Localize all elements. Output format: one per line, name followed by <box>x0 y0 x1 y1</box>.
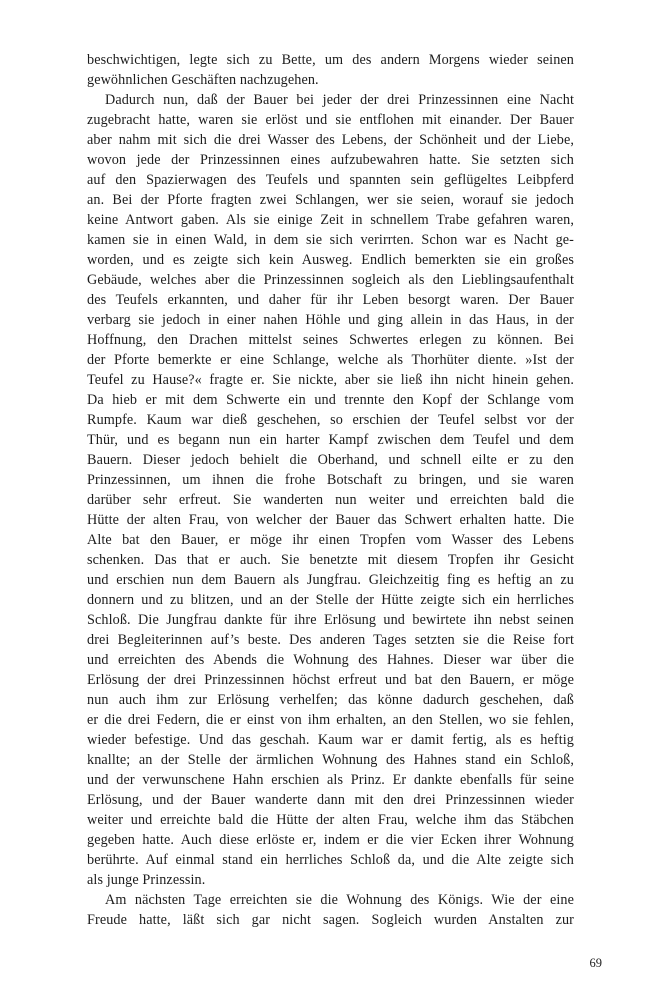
text-line: berührte. Auf einmal stand ein herrliches Schloß da, und die Alte zeigte sich <box>87 852 574 868</box>
text-line: Erlösung der drei Prinzessinnen höchst erfreut und bat den Bauern, er möge <box>87 672 574 688</box>
text-line: Schloß. Die Jungfrau dankte für ihre Erlösung und bewirtete ihn nebst seinen <box>87 612 574 628</box>
text-line: keine Antwort gaben. Als sie einige Zeit in schnellem Trabe gefahren waren, <box>87 212 574 228</box>
page-text <box>87 50 574 930</box>
text-line: gegeben hatte. Auch diese erlöste er, indem er die vier Ecken ihrer Wohnung <box>87 832 574 848</box>
text-line: worden, und es zeigte sich kein Ausweg. Endlich bemerkten sie ein großes <box>87 252 574 268</box>
text-line: Am nächsten Tage erreichten sie die Wohnung des Königs. Wie der eine <box>105 892 574 908</box>
text-line: Dadurch nun, daß der Bauer bei jeder der drei Prinzessinnen eine Nacht <box>105 92 574 108</box>
text-line: verbarg sie jedoch in einer nahen Höhle und ging allein in das Haus, in der <box>87 312 574 328</box>
text-line: donnern und zu blitzen, und an der Stelle der Hütte zeigte sich ein herrliches <box>87 592 574 608</box>
text-line: zugebracht hatte, waren sie erlöst und sie entflohen mit einander. Der Bauer <box>87 112 574 128</box>
text-line: Prinzessinnen, um ihnen die frohe Botschaft zu bringen, und sie waren <box>87 472 574 488</box>
text-line: und erschien nun dem Bauern als Jungfrau. Gleichzeitig fing es heftig an zu <box>87 572 574 588</box>
text-line: Thür, und es begann nun ein harter Kampf zwischen dem Teufel und dem <box>87 432 574 448</box>
text-line: Da hieb er mit dem Schwerte ein und trennte den Kopf der Schlange vom <box>87 392 574 408</box>
text-line: Teufel zu Hause?« fragte er. Sie nickte, aber sie ließ ihn nicht hinein gehen. <box>87 372 574 388</box>
text-line: nun auch ihm zur Erlösung verhelfen; das könne dadurch geschehen, daß <box>87 692 574 708</box>
text-line: schenken. Das that er auch. Sie benetzte mit diesem Tropfen ihr Gesicht <box>87 552 574 568</box>
text-line: an. Bei der Pforte fragten zwei Schlangen, wer sie seien, worauf sie jedoch <box>87 192 574 208</box>
text-line: Hoffnung, den Drachen mittelst seines Schwertes erlegen zu können. Bei <box>87 332 574 348</box>
text-line: aber nahm mit sich die drei Wasser des Lebens, der Schönheit und der Liebe, <box>87 132 574 148</box>
text-line: gewöhnlichen Geschäften nachzugehen. <box>87 72 319 88</box>
text-line: Hütte der alten Frau, von welcher der Bauer das Schwert erhalten hatte. Die <box>87 512 574 528</box>
page-number-value: 69 <box>589 956 602 970</box>
text-line: Gebäude, welches aber die Prinzessinnen sogleich als den Lieblingsaufenthalt <box>87 272 574 288</box>
text-line: und der verwunschene Hahn erschien als Prinz. Er dankte ebenfalls für seine <box>87 772 574 788</box>
text-line: Freude hatte, läßt sich gar nicht sagen. Sogleich wurden Anstalten zur <box>87 912 574 928</box>
text-line: Rumpfe. Kaum war dieß geschehen, so erschien der Teufel selbst vor der <box>87 412 574 428</box>
text-line: Alte bat den Bauer, er möge ihr einen Tropfen vom Wasser des Lebens <box>87 532 574 548</box>
text-line: kamen sie in einen Wald, in dem sie sich verirrten. Schon war es Nacht ge- <box>87 232 574 248</box>
text-line: wieder befestige. Und das geschah. Kaum war er damit fertig, als es heftig <box>87 732 574 748</box>
text-line: und erreichten des Abends die Wohnung des Hahnes. Dieser war über die <box>87 652 574 668</box>
text-line: wovon jede der Prinzessinnen eines aufzubewahren hatte. Sie setzten sich <box>87 152 574 168</box>
text-line: drei Begleiterinnen auf’s beste. Des anderen Tages setzten sie die Reise fort <box>87 632 574 648</box>
text-line: darüber sehr erfreut. Sie wanderten nun weiter und erreichten bald die <box>87 492 574 508</box>
text-line: des Teufels erkannten, und daher für ihr Leben besorgt waren. Der Bauer <box>87 292 574 308</box>
text-line: knallte; an der Stelle der ärmlichen Wohnung des Hahnes stand ein Schloß, <box>87 752 574 768</box>
text-line: Bauern. Dieser jedoch behielt die Oberhand, und schnell eilte er zu den <box>87 452 574 468</box>
text-line: als junge Prinzessin. <box>87 872 206 888</box>
text-line: er die drei Federn, die er einst von ihm erhalten, an den Stellen, wo sie fehlen, <box>87 712 574 728</box>
page-number <box>87 956 602 971</box>
text-line: auf den Spazierwagen des Teufels und spannten sein geflügeltes Leibpferd <box>87 172 574 188</box>
text-line: der Pforte bemerkte er eine Schlange, welche als Thorhüter diente. »Ist der <box>87 352 574 368</box>
text-line: weiter und erreichte bald die Hütte der alten Frau, welche ihm das Stäbchen <box>87 812 574 828</box>
text-line: Erlösung, und der Bauer wanderte dann mit den drei Prinzessinnen wieder <box>87 792 574 808</box>
text-line: beschwichtigen, legte sich zu Bette, um des andern Morgens wieder seinen <box>87 52 574 68</box>
